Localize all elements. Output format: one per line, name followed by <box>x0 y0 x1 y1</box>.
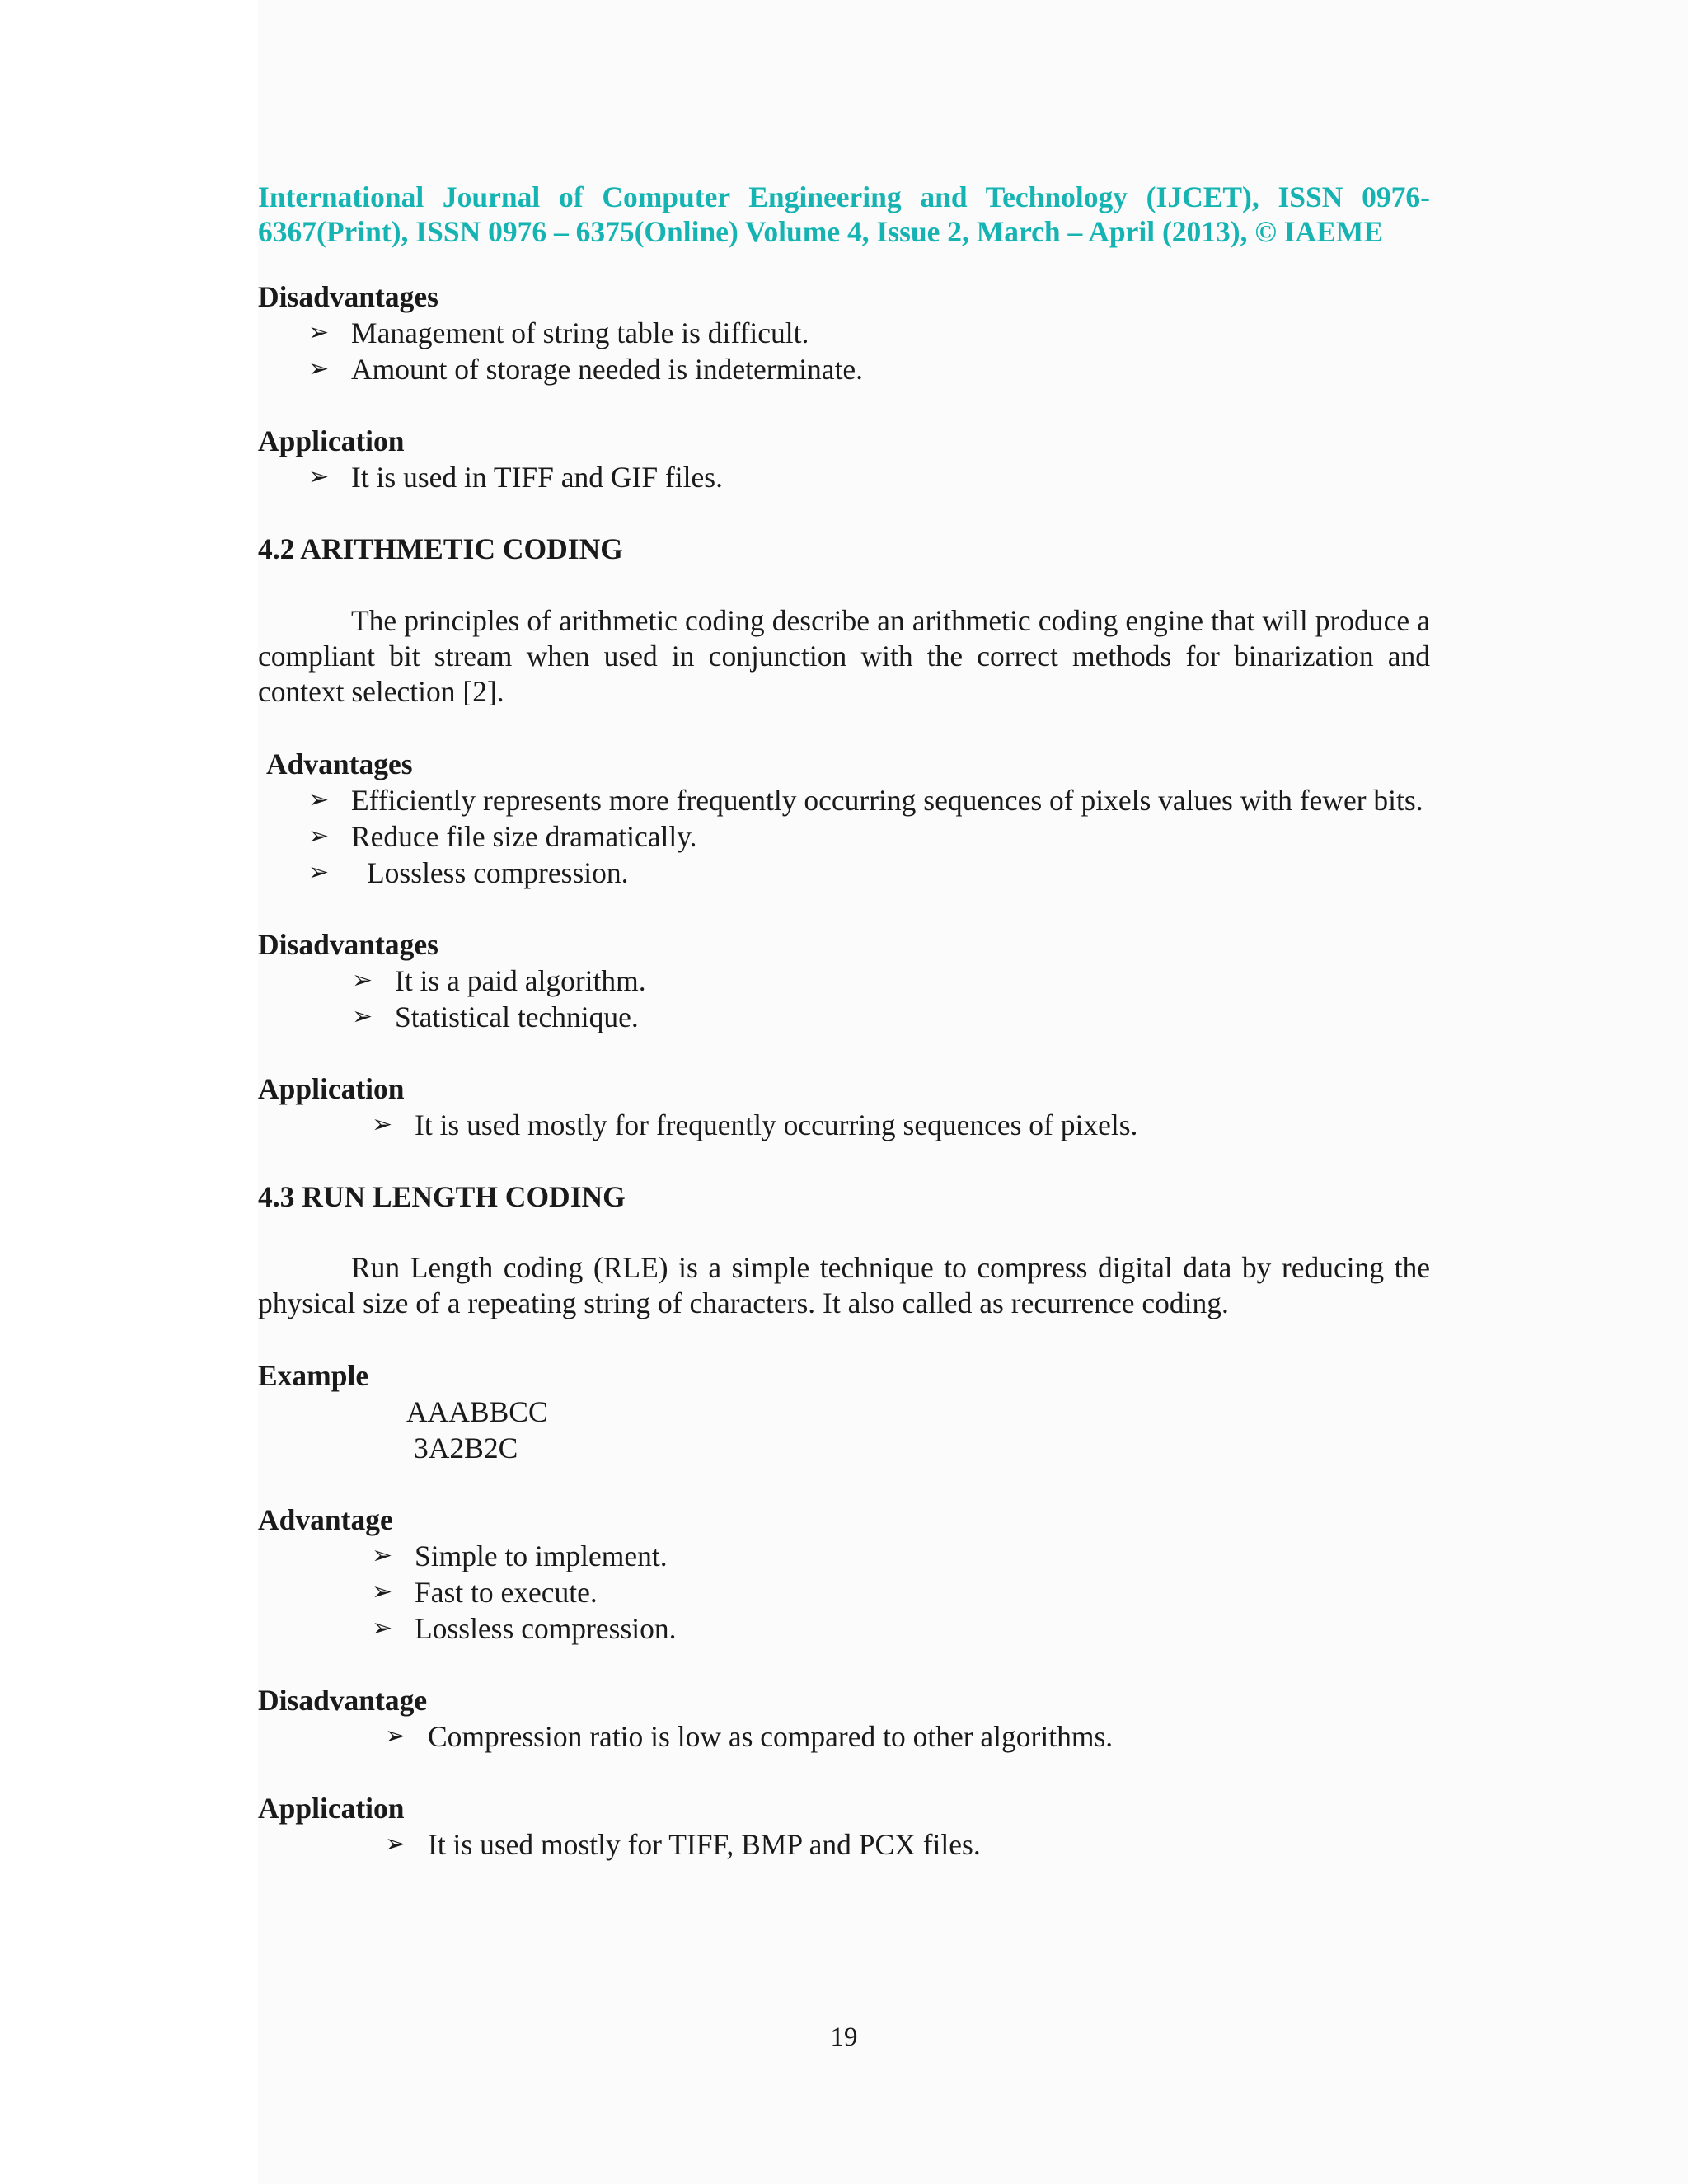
list-item <box>308 315 1430 351</box>
rle-paragraph: Run Length coding (RLE) is a simple technique to compress digital data by reducing the physical size of a repeating string of characters. It also called as recurrence coding. <box>258 1251 1430 1319</box>
journal-header-line-2: 6367(Print), ISSN 0976 – 6375(Online) Volume 4, Issue 2, March – April (2013), © IAEME <box>258 215 1384 248</box>
rle-example-output: 3A2B2C <box>414 1432 518 1465</box>
list-item <box>308 782 1546 818</box>
list-item-text: It is used mostly for frequently occurring sequences of pixels. <box>415 1108 1138 1141</box>
bullet-arrow-icon: ➢ <box>308 858 330 887</box>
page-content <box>258 180 1430 1863</box>
bullet-arrow-icon: ➢ <box>308 822 330 851</box>
lzw-application-list <box>258 459 1430 495</box>
list-item <box>372 1107 1430 1143</box>
rle-disadvantage-heading: Disadvantage <box>258 1684 428 1717</box>
arithmetic-application-heading: Application <box>258 1072 405 1105</box>
list-item-text: Simple to implement. <box>415 1540 668 1572</box>
bullet-arrow-icon: ➢ <box>308 462 330 491</box>
arithmetic-advantages-list <box>258 782 1637 891</box>
list-item-text: Efficiently represents more frequently occurring sequences of pixels values with fewer bits. <box>351 784 1423 817</box>
rle-disadvantages-list <box>258 1718 1430 1755</box>
rle-application-list <box>258 1826 1430 1863</box>
bullet-arrow-icon: ➢ <box>385 1830 406 1858</box>
bullet-arrow-icon: ➢ <box>372 1577 393 1606</box>
list-item <box>372 1610 1430 1647</box>
list-item <box>308 855 1637 891</box>
bullet-arrow-icon: ➢ <box>308 785 330 814</box>
bullet-arrow-icon: ➢ <box>352 966 373 995</box>
list-item-text: Fast to execute. <box>415 1576 598 1609</box>
bullet-arrow-icon: ➢ <box>308 354 330 383</box>
arithmetic-paragraph: The principles of arithmetic coding describe an arithmetic coding engine that will produce a compliant bit stream when used in conjunction with the correct methods for binarization and context selection [2]. <box>258 604 1430 708</box>
arithmetic-disadvantages-heading: Disadvantages <box>258 928 438 961</box>
bullet-arrow-icon: ➢ <box>372 1541 393 1570</box>
bullet-arrow-icon: ➢ <box>372 1110 393 1139</box>
list-item-text: It is used in TIFF and GIF files. <box>351 461 723 494</box>
list-item <box>352 963 1430 999</box>
list-item-text: Statistical technique. <box>395 1001 639 1033</box>
rle-advantages-list <box>258 1538 1430 1647</box>
rle-example-heading: Example <box>258 1359 369 1392</box>
lzw-disadvantages-heading: Disadvantages <box>258 280 438 313</box>
list-item-text: Reduce file size dramatically. <box>351 820 697 853</box>
arithmetic-disadvantages-list <box>258 963 1430 1035</box>
list-item-text: Management of string table is difficult. <box>351 316 809 349</box>
journal-header-line-1: International Journal of Computer Engineering and Technology (IJCET), ISSN 0976- <box>258 180 1430 213</box>
list-item <box>308 818 1637 855</box>
section-heading-arithmetic: 4.2 ARITHMETIC CODING <box>258 532 623 565</box>
bullet-arrow-icon: ➢ <box>385 1722 406 1750</box>
lzw-disadvantages-list <box>258 315 1430 387</box>
bullet-arrow-icon: ➢ <box>352 1002 373 1031</box>
rle-application-heading: Application <box>258 1792 405 1825</box>
list-item-text: Amount of storage needed is indeterminate. <box>351 353 864 386</box>
bullet-arrow-icon: ➢ <box>372 1614 393 1643</box>
arithmetic-application-list <box>258 1107 1430 1143</box>
section-heading-rle: 4.3 RUN LENGTH CODING <box>258 1180 626 1213</box>
list-item-text: Lossless compression. <box>367 856 629 889</box>
list-item <box>385 1718 1430 1755</box>
lzw-application-heading: Application <box>258 424 405 457</box>
list-item-text: Compression ratio is low as compared to other algorithms. <box>428 1720 1114 1753</box>
rle-example-input: AAABBCC <box>406 1395 548 1428</box>
list-item <box>308 459 1430 495</box>
bullet-arrow-icon: ➢ <box>308 318 330 347</box>
arithmetic-advantages-heading: Advantages <box>266 748 413 780</box>
list-item <box>372 1574 1430 1610</box>
list-item-text: It is used mostly for TIFF, BMP and PCX files. <box>428 1828 981 1861</box>
list-item <box>372 1538 1430 1574</box>
list-item-text: It is a paid algorithm. <box>395 964 646 997</box>
list-item <box>385 1826 1430 1863</box>
list-item-text: Lossless compression. <box>415 1612 677 1645</box>
page-number: 19 <box>830 2022 858 2052</box>
list-item <box>308 351 1430 387</box>
rle-advantage-heading: Advantage <box>258 1503 393 1536</box>
list-item <box>352 999 1430 1035</box>
journal-header <box>258 180 1430 249</box>
